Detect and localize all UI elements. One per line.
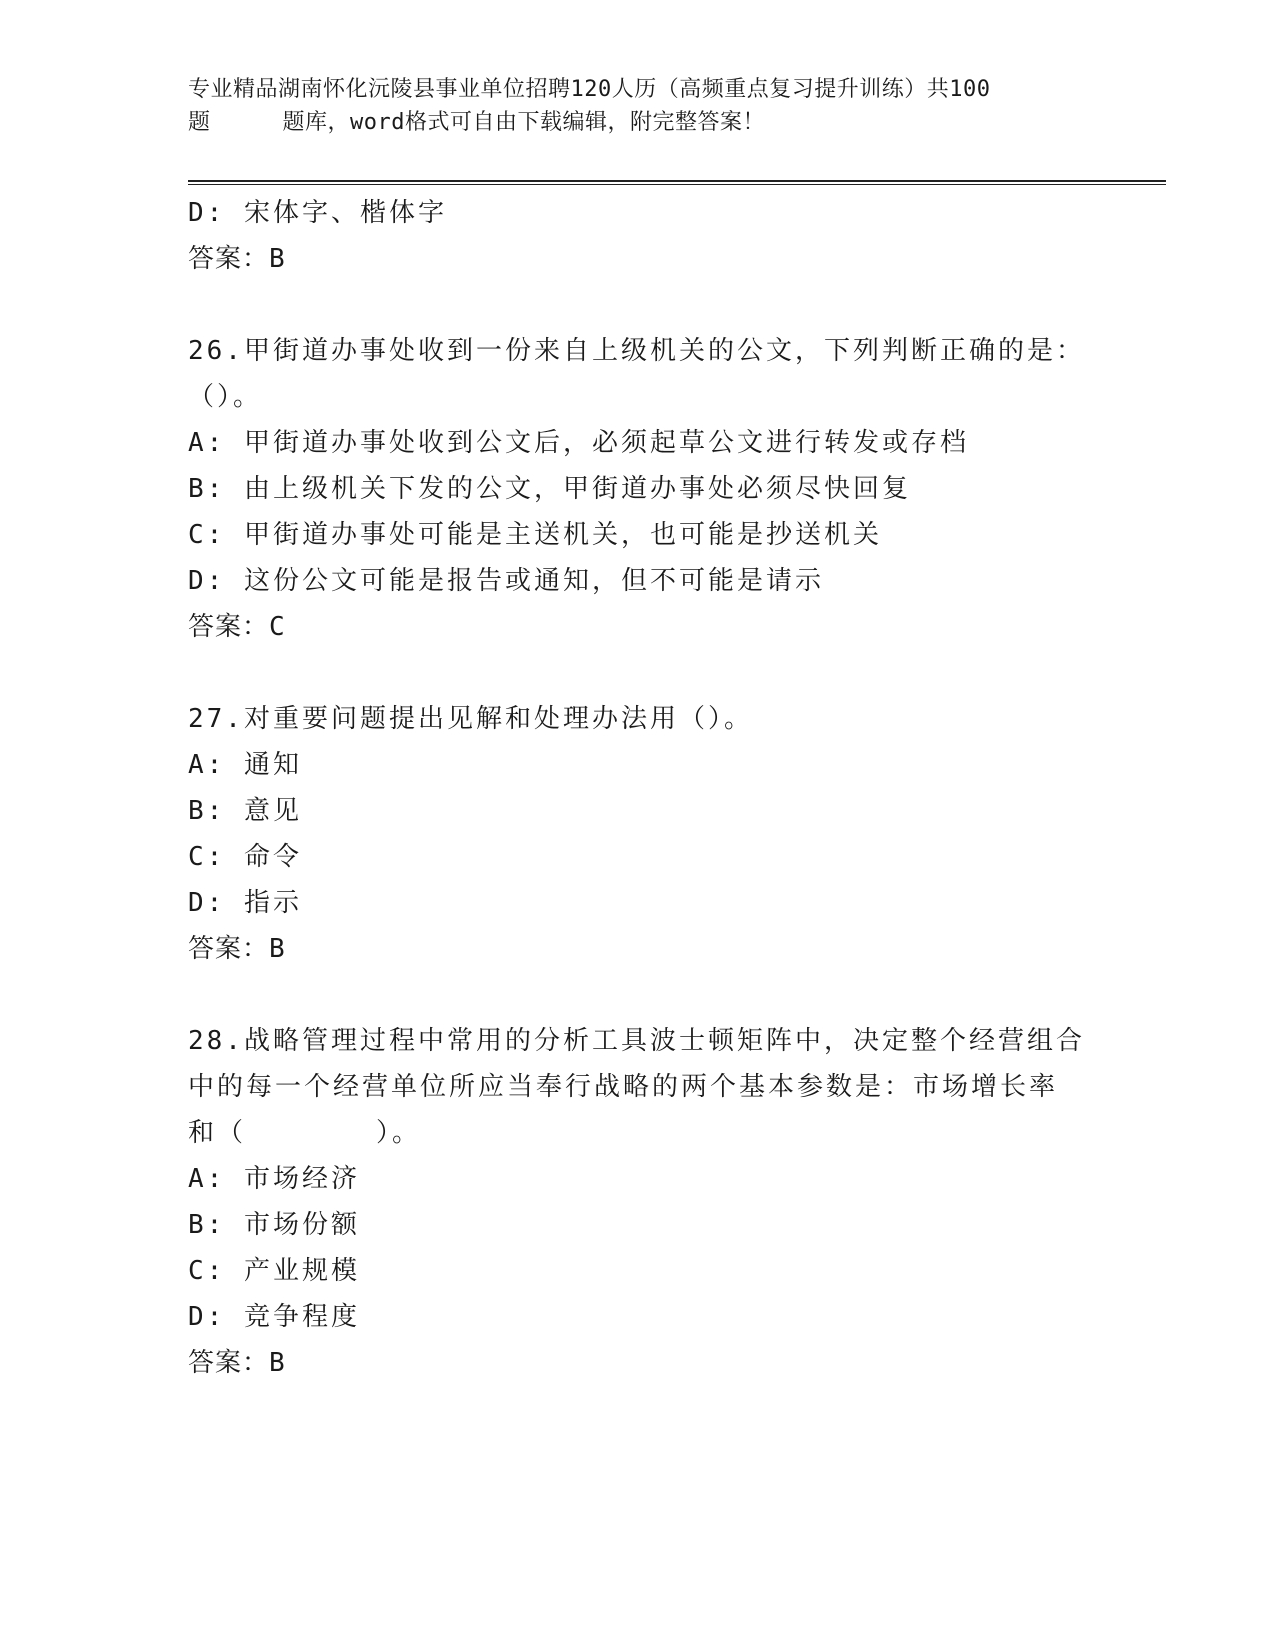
question-25-tail: [188, 190, 1088, 282]
option-c: C: 命令: [188, 842, 302, 872]
answer-value: B: [269, 244, 286, 274]
header-divider-thick: [188, 180, 1166, 182]
option-a: A: 市场经济: [188, 1164, 360, 1194]
option-d: D: 指示: [188, 888, 302, 918]
answer-value: B: [269, 1348, 286, 1378]
question-list: [188, 190, 1088, 1386]
spacer: [188, 650, 1088, 696]
spacer: [188, 972, 1088, 1018]
answer-label: 答案：: [188, 934, 270, 964]
option-d: D: 宋体字、楷体字: [188, 198, 447, 228]
option-c: C: 甲街道办事处可能是主送机关，也可能是抄送机关: [188, 520, 882, 550]
question-26: [188, 328, 1088, 650]
answer: [188, 236, 1088, 282]
document-title-line-1: 专业精品湖南怀化沅陵县事业单位招聘120人历（高频重点复习提升训练）共100: [188, 77, 991, 102]
answer: [188, 1340, 1088, 1386]
title-line-2-tail: 题库，word格式可自由下载编辑，附完整答案！: [282, 110, 765, 135]
title-line-2-head: 题: [188, 110, 211, 135]
question-stem-line: 27.对重要问题提出见解和处理办法用（）。: [188, 704, 753, 734]
option-a: A: 甲街道办事处收到公文后，必须起草公文进行转发或存档: [188, 428, 969, 458]
stem-line-head: 和（: [188, 1118, 247, 1148]
option-d: D: 竞争程度: [188, 1302, 360, 1332]
option-a: A: 通知: [188, 750, 302, 780]
option-b: B: 由上级机关下发的公文，甲街道办事处必须尽快回复: [188, 474, 911, 504]
answer-value: C: [269, 612, 286, 642]
answer-label: 答案：: [188, 1348, 270, 1378]
question-stem-line: 26.甲街道办事处收到一份来自上级机关的公文，下列判断正确的是：: [188, 336, 1085, 366]
option-d: D: 这份公文可能是报告或通知，但不可能是请示: [188, 566, 824, 596]
question-28: [188, 1018, 1088, 1386]
question-27: [188, 696, 1088, 972]
stem-line-tail: ）。: [376, 1118, 422, 1148]
spacer: [188, 282, 1088, 328]
header-divider-thin: [188, 184, 1166, 185]
question-stem-line: （）。: [188, 382, 263, 412]
answer-label: 答案：: [188, 612, 270, 642]
option-b: B: 意见: [188, 796, 302, 826]
option-c: C: 产业规模: [188, 1256, 360, 1286]
question-stem-line: [188, 1110, 1088, 1156]
question-stem-line: 中的每一个经营单位所应当奉行战略的两个基本参数是：市场增长率: [188, 1072, 1059, 1102]
document-title-line-2: [188, 108, 765, 138]
answer-value: B: [269, 934, 286, 964]
answer: [188, 604, 1088, 650]
option-b: B: 市场份额: [188, 1210, 360, 1240]
answer: [188, 926, 1088, 972]
answer-label: 答案：: [188, 244, 270, 274]
question-stem-line: 28.战略管理过程中常用的分析工具波士顿矩阵中，决定整个经营组合: [188, 1026, 1085, 1056]
